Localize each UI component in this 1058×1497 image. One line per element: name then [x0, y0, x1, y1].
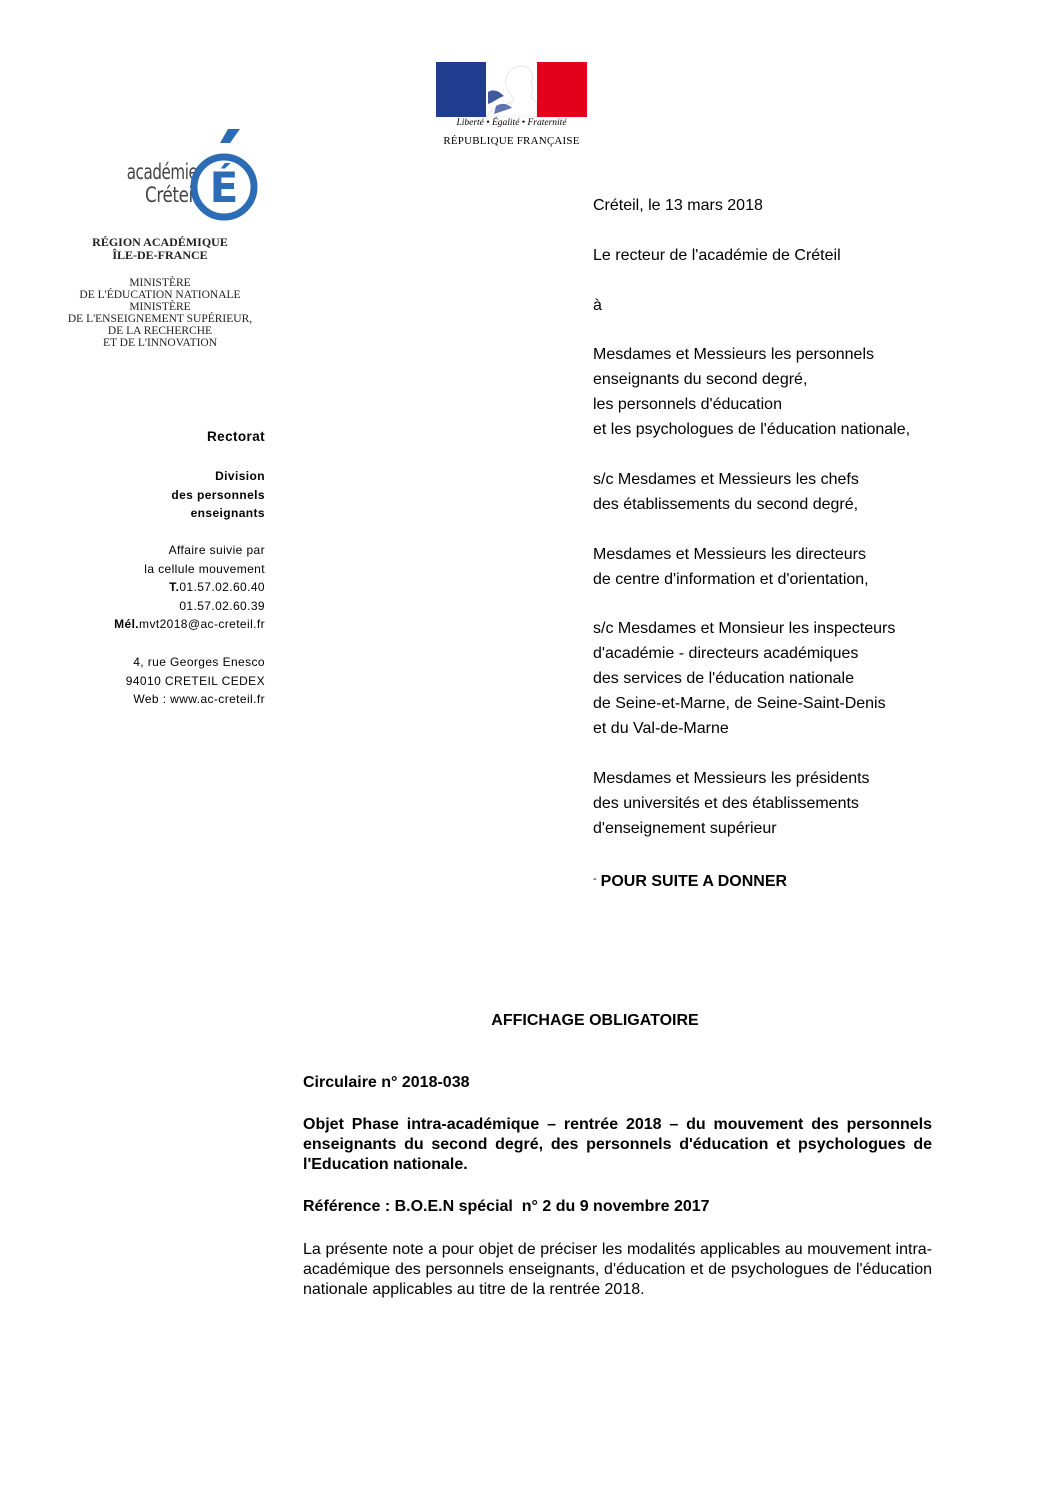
region-academique	[40, 236, 280, 262]
affaire-line: Affaire suivie par	[168, 543, 265, 557]
recipient-line: Mesdames et Messieurs les personnels	[593, 346, 875, 364]
region-line: RÉGION ACADÉMIQUE	[92, 235, 228, 249]
recipient-line: les personnels d'éducation	[593, 396, 782, 414]
phone-number-2: 01.57.02.60.39	[179, 598, 265, 613]
region-line: ÎLE-DE-FRANCE	[112, 248, 208, 262]
academie-letter: É	[209, 163, 239, 212]
recipient-line: s/c Mesdames et Monsieur les inspecteurs	[593, 620, 896, 638]
recipient-line: et les psychologues de l'éducation nationale,	[593, 421, 911, 439]
division-line: Division	[215, 469, 265, 483]
academie-creteil-logo	[110, 127, 260, 229]
recipient-line: de centre d'information et d'orientation,	[593, 570, 869, 588]
academie-word: académie	[126, 160, 197, 184]
division-block	[40, 467, 265, 523]
recipient-group	[593, 543, 993, 593]
ministries-block	[40, 277, 280, 349]
recipient-line: d'académie - directeurs académiques	[593, 645, 859, 663]
affaire-line: la cellule mouvement	[144, 561, 265, 576]
address-block	[40, 653, 265, 709]
action-line	[593, 867, 993, 895]
ministry-line: DE L'ÉDUCATION NATIONALE	[79, 289, 241, 301]
recipient-group	[593, 617, 993, 742]
reference-line: Référence : B.O.E.N spécial n° 2 du 9 novembre 2017	[303, 1198, 710, 1215]
marianne-profile-icon	[486, 62, 537, 117]
mail-label: Mél.	[114, 617, 140, 632]
recipient-group	[593, 468, 993, 518]
republic-motto: Liberté • Égalité • Fraternité	[456, 118, 567, 128]
rectorat-label: Rectorat	[207, 429, 265, 444]
phone-line	[40, 578, 265, 597]
mail-line	[40, 615, 265, 634]
recipient-line: d'enseignement supérieur	[593, 819, 777, 837]
division-line: des personnels	[171, 487, 265, 502]
to-word: à	[593, 296, 602, 314]
recipient-line: enseignants du second degré,	[593, 371, 808, 389]
affichage-heading: AFFICHAGE OBLIGATOIRE	[491, 1012, 699, 1029]
letter-header	[593, 194, 993, 895]
ministry-line: DE LA RECHERCHE	[107, 325, 213, 337]
recipient-line: de Seine-et-Marne, de Seine-Saint-Denis	[593, 695, 886, 713]
division-line: enseignants	[190, 506, 265, 521]
intro-paragraph: La présente note a pour objet de préciser les modalités applicables au mouvement intra-académique des personnels enseignants, d'éducation et de psychologues de l'éducation nationale applicables au titre de la rentrée 2018.	[303, 1241, 932, 1298]
republique-francaise-logo	[436, 62, 587, 150]
mail-address[interactable]: mvt2018@ac-creteil.fr	[139, 617, 265, 632]
recipient-line: des universités et des établissements	[593, 794, 859, 812]
ministry-line: MINISTÈRE	[129, 277, 191, 289]
action-text: POUR SUITE A DONNER	[600, 873, 788, 891]
recipient-line: et du Val-de-Marne	[593, 719, 729, 737]
web-line[interactable]: Web : www.ac-creteil.fr	[133, 692, 265, 707]
address-line: 4, rue Georges Enesco	[133, 655, 265, 669]
creteil-word: Créteil	[144, 183, 197, 207]
recipient-group	[593, 767, 993, 842]
ministry-line: MINISTÈRE	[129, 301, 191, 313]
academie-e-emblem-icon	[190, 127, 260, 229]
objet-paragraph: Objet Phase intra-académique – rentrée 2018 – du mouvement des personnels enseignants du second degré, des personnels d'éducation et psychologues de l'Education nationale.	[303, 1116, 932, 1173]
recipient-group	[593, 343, 993, 443]
recipient-line: des services de l'éducation nationale	[593, 670, 854, 688]
place-date: Créteil, le 13 mars 2018	[593, 197, 763, 214]
phone-number-1: 01.57.02.60.40	[179, 580, 265, 595]
sender: Le recteur de l'académie de Créteil	[593, 246, 841, 264]
flag-emblem	[436, 62, 587, 117]
bullet-dash: -	[593, 873, 597, 886]
recipient-line: Mesdames et Messieurs les présidents	[593, 769, 870, 787]
phone-label: T.	[169, 580, 180, 595]
recipient-line: des établissements du second degré,	[593, 495, 859, 513]
contact-block	[40, 541, 265, 634]
recipient-line: s/c Mesdames et Messieurs les chefs	[593, 470, 859, 488]
ministry-line: DE L'ENSEIGNEMENT SUPÉRIEUR,	[67, 313, 253, 325]
recipient-line: Mesdames et Messieurs les directeurs	[593, 545, 866, 563]
republic-name: RÉPUBLIQUE FRANÇAISE	[443, 135, 580, 147]
circulaire-number: Circulaire n° 2018-038	[303, 1074, 470, 1091]
ministry-line: ET DE L'INNOVATION	[102, 337, 218, 349]
address-line: 94010 CRETEIL CEDEX	[125, 673, 265, 688]
